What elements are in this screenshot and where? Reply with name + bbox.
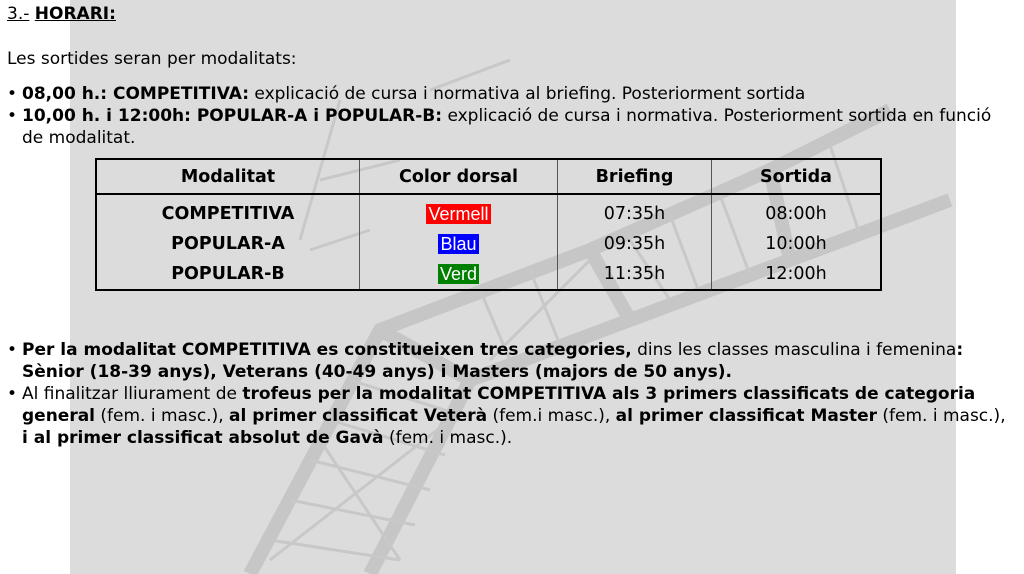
sortida-cell: 12:00h — [765, 264, 827, 284]
modalitat-cell: POPULAR-A — [171, 234, 285, 254]
notes-list — [7, 339, 1012, 449]
color-badge-blue: Blau — [440, 234, 477, 254]
sortida-cell: 08:00h — [765, 204, 827, 224]
list-item — [7, 383, 1012, 449]
intro-text: Les sortides seran per modalitats: — [7, 49, 297, 69]
note-text: dins les classes masculina i femenina — [631, 340, 957, 360]
bullet-icon: • — [7, 384, 18, 404]
bullet-icon: • — [7, 340, 18, 360]
color-column — [360, 194, 558, 290]
schedule-list — [7, 83, 1012, 149]
note-bold: : Sènior (18-39 anys), Veterans (40-49 anys) i Masters (majors de 50 anys). — [22, 340, 964, 382]
sortida-cell: 10:00h — [765, 234, 827, 254]
section-number: 3.- — [7, 4, 30, 24]
note-text: Al finalitzar lliurament de — [22, 384, 243, 404]
bullet-text: explicació de cursa i normativa. Posteriorment sortida en funció de modalitat. — [22, 106, 992, 148]
table-row — [96, 194, 881, 290]
note-bold: Per la modalitat COMPETITIVA es constitueixen tres categories, — [22, 340, 632, 360]
color-badge-red: Vermell — [428, 204, 489, 224]
column-header-color: Color dorsal — [360, 159, 558, 194]
note-text: (fem.i masc.), — [487, 406, 616, 426]
schedule-table — [95, 158, 882, 291]
bullet-bold: 08,00 h.: COMPETITIVA: — [22, 84, 250, 104]
modalitat-cell: COMPETITIVA — [161, 204, 295, 224]
bullet-bold: 10,00 h. i 12:00h: POPULAR-A i POPULAR-B: — [22, 106, 443, 126]
section-title: HORARI — [34, 4, 110, 24]
briefing-cell: 11:35h — [603, 264, 666, 284]
note-text: (fem. i masc.). — [383, 428, 513, 448]
note-bold: al primer classificat Veterà — [229, 406, 488, 426]
column-header-briefing: Briefing — [558, 159, 712, 194]
modalitat-cell: POPULAR-B — [171, 264, 285, 284]
note-text: (fem. i masc.), — [95, 406, 230, 426]
briefing-column — [558, 194, 712, 290]
section-heading — [7, 4, 116, 24]
note-bold: i al primer classificat absolut de Gavà — [22, 428, 384, 448]
note-bold: trofeus per la modalitat COMPETITIVA als 3 primers classificats de categoria general — [22, 384, 976, 426]
color-badge-green: Verd — [439, 264, 478, 284]
bullet-text: explicació de cursa i normativa al briefing. Posteriorment sortida — [249, 84, 806, 104]
list-item — [7, 83, 1012, 105]
column-header-sortida: Sortida — [712, 159, 882, 194]
bullet-icon: • — [7, 84, 18, 104]
modalitat-column — [96, 194, 360, 290]
list-item — [7, 105, 1012, 149]
note-text: (fem. i masc.), — [877, 406, 1006, 426]
section-title-colon: : — [109, 4, 116, 24]
bullet-icon: • — [7, 106, 18, 126]
briefing-cell: 09:35h — [603, 234, 666, 254]
table-header-row — [96, 159, 881, 194]
sortida-column — [712, 194, 882, 290]
note-bold: al primer classificat Master — [615, 406, 877, 426]
column-header-modalitat: Modalitat — [96, 159, 360, 194]
list-item — [7, 339, 1012, 383]
briefing-cell: 07:35h — [603, 204, 666, 224]
